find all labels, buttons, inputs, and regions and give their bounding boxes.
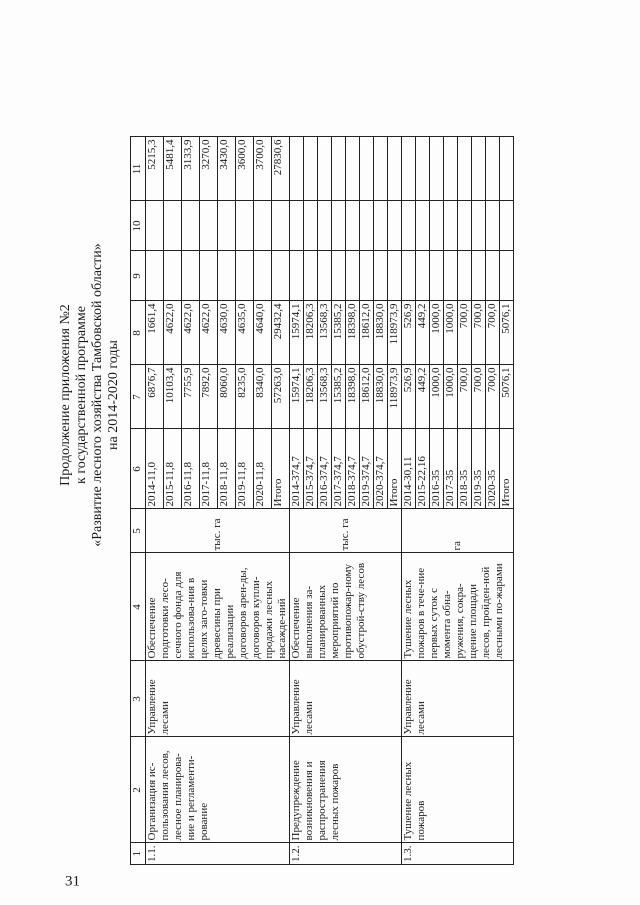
funding-total-cell: 18206,3: [304, 365, 318, 429]
funding-total-cell: 449,2: [416, 365, 430, 429]
section-unit: га: [402, 509, 514, 553]
section-unit: тыс. га: [146, 509, 290, 553]
funding-total-cell: 7892,0: [200, 365, 218, 429]
funding-regional-cell: 4622,0: [182, 301, 200, 365]
column-9-cell: [472, 251, 486, 301]
funding-regional-cell: 15385,2: [332, 301, 346, 365]
column-10-cell: [254, 201, 272, 251]
funding-other-cell: [444, 137, 458, 201]
year-value-cell: 2014-11,0: [146, 429, 164, 509]
funding-regional-cell: 118973,9: [388, 301, 402, 365]
funding-other-cell: 3270,0: [200, 137, 218, 201]
section-unit: тыс. га: [290, 509, 402, 553]
column-10-cell: [374, 201, 388, 251]
year-value-cell: 2017-374,7: [332, 429, 346, 509]
funding-other-cell: [486, 137, 500, 201]
year-value-cell: 2020-374,7: [374, 429, 388, 509]
funding-total-cell: 57263,0: [272, 365, 290, 429]
funding-regional-cell: 13568,3: [318, 301, 332, 365]
funding-other-cell: [374, 137, 388, 201]
column-9-cell: [272, 251, 290, 301]
funding-other-cell: [290, 137, 304, 201]
column-9-cell: [402, 251, 416, 301]
funding-other-cell: [360, 137, 374, 201]
funding-regional-cell: 18206,3: [304, 301, 318, 365]
funding-regional-cell: 700,0: [458, 301, 472, 365]
year-value-cell: 2017-35: [444, 429, 458, 509]
funding-other-cell: [402, 137, 416, 201]
section-name: Организация ис-пользования лесов, лесное планирова-ние и регламенти-рование: [146, 737, 290, 843]
column-number-cell: 2: [131, 737, 146, 843]
column-number-cell: 5: [131, 509, 146, 553]
funding-total-cell: 15974,1: [290, 365, 304, 429]
funding-other-cell: 5481,4: [164, 137, 182, 201]
column-9-cell: [218, 251, 236, 301]
column-9-cell: [430, 251, 444, 301]
funding-regional-cell: 700,0: [486, 301, 500, 365]
year-value-cell: Итого: [500, 429, 514, 509]
funding-total-cell: 10103,4: [164, 365, 182, 429]
column-10-cell: [182, 201, 200, 251]
funding-other-cell: 3430,0: [218, 137, 236, 201]
column-number-cell: 8: [131, 301, 146, 365]
column-number-cell: 7: [131, 365, 146, 429]
funding-total-cell: 1000,0: [430, 365, 444, 429]
column-10-cell: [272, 201, 290, 251]
funding-regional-cell: 526,9: [402, 301, 416, 365]
year-value-cell: 2014-30,11: [402, 429, 416, 509]
column-10-cell: [402, 201, 416, 251]
funding-total-cell: 18830,0: [374, 365, 388, 429]
funding-total-cell: 526,9: [402, 365, 416, 429]
column-9-cell: [254, 251, 272, 301]
column-9-cell: [290, 251, 304, 301]
year-value-cell: 2018-11,8: [218, 429, 236, 509]
column-number-cell: 6: [131, 429, 146, 509]
column-10-cell: [472, 201, 486, 251]
section-indicator: Тушение лесных пожаров в тече-ние первых суток с момента обна-ружения, сокра-щение площади лесов, пройден-ной лесными по-жарами: [402, 553, 514, 661]
column-9-cell: [164, 251, 182, 301]
column-10-cell: [430, 201, 444, 251]
funding-other-cell: [388, 137, 402, 201]
section-name: Тушение лесных пожаров: [402, 737, 514, 843]
funding-other-cell: 3600,0: [236, 137, 254, 201]
funding-total-cell: 118973,9: [388, 365, 402, 429]
funding-regional-cell: 1661,4: [146, 301, 164, 365]
year-value-cell: 2015-374,7: [304, 429, 318, 509]
column-10-cell: [388, 201, 402, 251]
funding-total-cell: 700,0: [486, 365, 500, 429]
column-9-cell: [388, 251, 402, 301]
column-number-cell: 3: [131, 661, 146, 737]
funding-regional-cell: 4640,0: [254, 301, 272, 365]
funding-total-cell: 7755,9: [182, 365, 200, 429]
section-id: 1.3.: [402, 843, 514, 865]
year-value-cell: 2015-22,16: [416, 429, 430, 509]
section-id: 1.2.: [290, 843, 402, 865]
funding-regional-cell: 4622,0: [200, 301, 218, 365]
funding-regional-cell: 700,0: [472, 301, 486, 365]
column-9-cell: [360, 251, 374, 301]
header-line: к государственной программе: [74, 306, 89, 484]
year-value-cell: 2014-374,7: [290, 429, 304, 509]
section-executor: Управление лесами: [402, 661, 514, 737]
funding-regional-cell: 15974,1: [290, 301, 304, 365]
section-name: Предупреждение возникновения и распространения лесных пожаров: [290, 737, 402, 843]
year-value-cell: 2015-11,8: [164, 429, 182, 509]
funding-regional-cell: 4630,0: [218, 301, 236, 365]
funding-regional-cell: 18830,0: [374, 301, 388, 365]
column-10-cell: [236, 201, 254, 251]
column-9-cell: [304, 251, 318, 301]
year-value-cell: 2018-35: [458, 429, 472, 509]
column-9-cell: [146, 251, 164, 301]
column-9-cell: [486, 251, 500, 301]
column-number-cell: 9: [131, 251, 146, 301]
year-value-cell: 2020-35: [486, 429, 500, 509]
funding-other-cell: 5215,3: [146, 137, 164, 201]
funding-other-cell: [416, 137, 430, 201]
column-9-cell: [444, 251, 458, 301]
column-number-cell: 1: [131, 843, 146, 865]
funding-other-cell: [318, 137, 332, 201]
funding-total-cell: 6876,7: [146, 365, 164, 429]
section-executor: Управление лесами: [290, 661, 402, 737]
funding-other-cell: [458, 137, 472, 201]
funding-total-cell: 700,0: [472, 365, 486, 429]
year-value-cell: 2017-11,8: [200, 429, 218, 509]
funding-total-cell: 18612,0: [360, 365, 374, 429]
column-10-cell: [318, 201, 332, 251]
column-9-cell: [318, 251, 332, 301]
header-line: на 2014-2020 годы: [106, 340, 121, 450]
funding-total-cell: 13568,3: [318, 365, 332, 429]
funding-total-cell: 8235,0: [236, 365, 254, 429]
section-indicator: Обеспечение подготовки лесо-сечного фонда для использова-ния в целях заго-товки древесины при реализации договоров арен-ды, договоров купли-продажи лесных насажде-ний: [146, 553, 290, 661]
column-10-cell: [416, 201, 430, 251]
section-indicator: Обеспечение выполнения за-планированных мероприятий по противопожар-ному обустрой-ству лесов: [290, 553, 402, 661]
funding-regional-cell: 449,2: [416, 301, 430, 365]
column-10-cell: [500, 201, 514, 251]
year-value-cell: 2019-35: [472, 429, 486, 509]
funding-other-cell: 3133,9: [182, 137, 200, 201]
column-10-cell: [146, 201, 164, 251]
column-10-cell: [360, 201, 374, 251]
section-executor: Управление лесами: [146, 661, 290, 737]
funding-regional-cell: 1000,0: [430, 301, 444, 365]
section-id: 1.1.: [146, 843, 290, 865]
funding-regional-cell: 29432,4: [272, 301, 290, 365]
year-value-cell: Итого: [388, 429, 402, 509]
funding-other-cell: [304, 137, 318, 201]
funding-other-cell: [472, 137, 486, 201]
year-value-cell: 2016-11,8: [182, 429, 200, 509]
year-value-cell: 2019-11,8: [236, 429, 254, 509]
funding-other-cell: 27830,6: [272, 137, 290, 201]
column-number-cell: 10: [131, 201, 146, 251]
funding-regional-cell: 18398,0: [346, 301, 360, 365]
year-value-cell: 2020-11,8: [254, 429, 272, 509]
table-row: [402, 137, 416, 865]
funding-regional-cell: 18612,0: [360, 301, 374, 365]
year-value-cell: Итого: [272, 429, 290, 509]
column-10-cell: [444, 201, 458, 251]
funding-total-cell: 15385,2: [332, 365, 346, 429]
column-9-cell: [332, 251, 346, 301]
column-number-row: [131, 137, 146, 865]
funding-other-cell: [332, 137, 346, 201]
page-number: 31: [65, 873, 80, 890]
year-value-cell: 2018-374,7: [346, 429, 360, 509]
funding-other-cell: [346, 137, 360, 201]
column-10-cell: [486, 201, 500, 251]
column-10-cell: [218, 201, 236, 251]
column-10-cell: [332, 201, 346, 251]
funding-other-cell: 3700,0: [254, 137, 272, 201]
year-value-cell: 2016-35: [430, 429, 444, 509]
column-9-cell: [200, 251, 218, 301]
funding-total-cell: 8060,0: [218, 365, 236, 429]
column-10-cell: [458, 201, 472, 251]
column-10-cell: [290, 201, 304, 251]
column-9-cell: [182, 251, 200, 301]
column-10-cell: [200, 201, 218, 251]
column-10-cell: [304, 201, 318, 251]
year-value-cell: 2019-374,7: [360, 429, 374, 509]
funding-total-cell: 5076,1: [500, 365, 514, 429]
funding-other-cell: [430, 137, 444, 201]
table-row: [290, 137, 304, 865]
funding-other-cell: [500, 137, 514, 201]
program-table: [130, 137, 514, 866]
column-9-cell: [374, 251, 388, 301]
appendix-header: [58, 175, 122, 615]
column-9-cell: [416, 251, 430, 301]
header-line: Продолжение приложения №2: [58, 304, 73, 486]
column-9-cell: [500, 251, 514, 301]
year-value-cell: 2016-374,7: [318, 429, 332, 509]
funding-total-cell: 8340,0: [254, 365, 272, 429]
column-10-cell: [164, 201, 182, 251]
column-number-cell: 4: [131, 553, 146, 661]
column-9-cell: [236, 251, 254, 301]
funding-regional-cell: 4635,0: [236, 301, 254, 365]
funding-total-cell: 700,0: [458, 365, 472, 429]
header-line: «Развитие лесного хозяйства Тамбовской области»: [90, 243, 105, 547]
funding-total-cell: 18398,0: [346, 365, 360, 429]
column-9-cell: [458, 251, 472, 301]
column-9-cell: [346, 251, 360, 301]
table-row: [146, 137, 164, 865]
column-10-cell: [346, 201, 360, 251]
funding-regional-cell: 5076,1: [500, 301, 514, 365]
column-number-cell: 11: [131, 137, 146, 201]
funding-regional-cell: 1000,0: [444, 301, 458, 365]
funding-regional-cell: 4622,0: [164, 301, 182, 365]
funding-total-cell: 1000,0: [444, 365, 458, 429]
